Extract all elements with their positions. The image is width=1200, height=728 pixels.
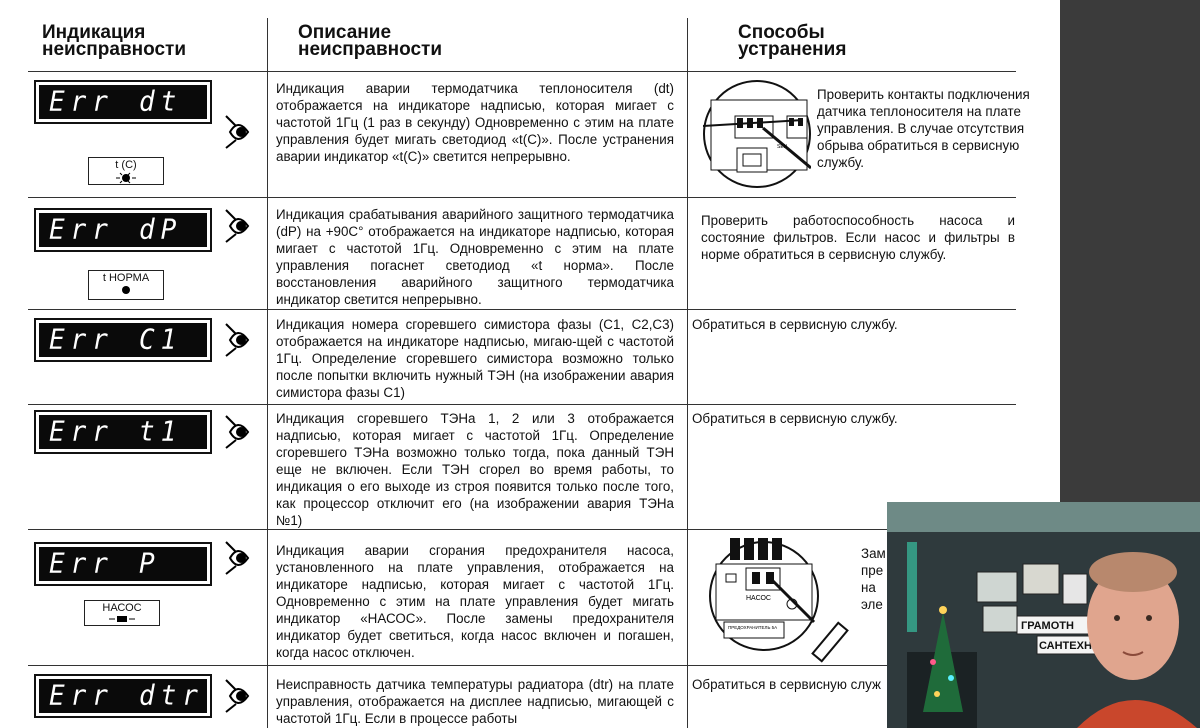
display-code: dtr: [139, 680, 204, 712]
led-icon: [120, 284, 132, 296]
diagram-label: SEN: [777, 144, 788, 150]
display-code: C1: [139, 324, 183, 356]
header-indication-line2: неисправности: [42, 39, 187, 60]
display-code-prefix: Err: [49, 214, 114, 246]
indicator-label: t НОРМА: [102, 272, 150, 284]
wall-sign: САНТЕХН: [1039, 640, 1092, 652]
error-display: [34, 318, 212, 362]
display-code-prefix: Err: [49, 548, 114, 580]
display-code-prefix: Err: [49, 680, 114, 712]
indicator-led-pump: [84, 600, 160, 626]
display-code: dt: [139, 86, 183, 118]
diagram-label: НАСОС: [746, 595, 771, 602]
eye-icon: [222, 206, 252, 246]
blinking-led-icon: [114, 171, 138, 185]
remedy-text: Проверить контакты подключения датчика теплоносителя на плате управления. В случае отсутствия обрыва обратиться в сервисную службу.: [817, 87, 1030, 170]
header-indication-line1: Индикация: [42, 22, 146, 43]
row-divider: [28, 529, 1016, 530]
header-description-line2: неисправности: [298, 39, 443, 60]
error-display: [34, 80, 212, 124]
row-divider: [28, 309, 1016, 310]
eye-icon: [222, 112, 252, 152]
webcam-overlay: [887, 502, 1200, 728]
remedy-text: Зам пре на эле: [861, 546, 886, 612]
header-remedy-line1: Способы: [738, 22, 825, 43]
display-code: P: [139, 548, 161, 580]
fault-description: Индикация аварии сгорания предохранителя насоса, установленного на плате управления, отображается на индикаторе надписью, которая мигает с частотой 1Гц. Одновременно с этим на плате управления будет мигать индикатор «НАСОС». После замены предохранителя индикатор будет светиться, когда насос включен и погашен, когда насос отключен.: [276, 543, 674, 660]
fault-description: Индикация срабатывания аварийного защитного термодатчика (dP) на +90С° отображается на индикаторе надписью, которая мигает с частотой 1Гц. Одновременно с этим на плате управления погаснет светодиод «t норма». После восстановления аварийного защитного термодатчика индикатор светится непрерывно.: [276, 207, 674, 307]
eye-icon: [222, 676, 252, 716]
column-divider: [687, 18, 688, 728]
fault-description: Неисправность датчика температуры радиатора (dtr) на плате управления, отображается на дисплее надписью, мигающей с частотой 1Гц. Если в процессе работы: [276, 677, 674, 726]
fault-description: Индикация аварии термодатчика теплоносителя (dt) отображается на индикаторе надписью, которая мигает с частотой 1Гц (1 раз в секунду) Одновременно с этим на плате управления будет мигать светодиод «t(C)». После устранения аварии индикатор «t(C)» светится непрерывно.: [276, 81, 674, 164]
header-indication: [42, 24, 186, 58]
error-display: [34, 542, 212, 586]
header-description: [298, 24, 442, 58]
indicator-led-tc: [88, 157, 164, 185]
diagram-label: ПРЕДОХРАНИТЕЛЬ 5А: [728, 625, 778, 630]
error-display: [34, 410, 212, 454]
display-code: dP: [139, 214, 183, 246]
indicator-label: t (C): [115, 159, 137, 171]
eye-icon: [222, 320, 252, 360]
row-divider: [28, 197, 1016, 198]
eye-icon: [222, 412, 252, 452]
fault-description: Индикация сгоревшего ТЭНа 1, 2 или 3 отображается надписью, которая мигает с частотой 1Гц. Определение сгоревшего ТЭНа возможно только тогда, пока данный ТЭН еще не включен. Если ТЭН сгорел во время работы, то индикация о его выходе из строя появится только после того, как процессор отключит его (на изображении авария ТЭНа №1): [276, 411, 674, 528]
remedy-text: Обратиться в сервисную службу.: [692, 317, 898, 332]
column-divider: [267, 18, 268, 728]
wall-sign: ГРАМОТН: [1021, 620, 1074, 632]
eye-icon: [222, 538, 252, 578]
remedy-text: Обратиться в сервисную служ: [692, 677, 881, 692]
fault-description: Индикация номера сгоревшего симистора фазы (С1, С2,С3) отображается на индикаторе надписью, мигаю-щей с частотой 1Гц. Определение сгоревшего симистора возможно только после попытки включить нужный ТЭН (на изображении авария симистора фазы С1): [276, 317, 674, 400]
display-code-prefix: Err: [49, 86, 114, 118]
sensor-board-diagram: [703, 78, 811, 190]
remedy-text: Проверить работоспособность насоса и состояние фильтров. Если насос и фильтры в норме обратиться в сервисную службу.: [701, 213, 1015, 262]
display-code-prefix: Err: [49, 324, 114, 356]
indicator-led-t-norm: [88, 270, 164, 300]
remedy-text: Обратиться в сервисную службу.: [692, 411, 898, 426]
pump-fuse-diagram: [706, 534, 856, 664]
row-divider: [28, 404, 1016, 405]
error-display: [34, 208, 212, 252]
row-divider: [28, 665, 1016, 666]
header-remedy: [738, 24, 846, 58]
error-display: [34, 674, 212, 718]
webcam-scene: [887, 502, 1200, 728]
indicator-label: НАСОС: [102, 602, 142, 614]
display-code-prefix: Err: [49, 416, 114, 448]
display-code: t1: [139, 416, 183, 448]
header-description-line1: Описание: [298, 22, 392, 43]
header-remedy-line2: устранения: [738, 39, 847, 60]
blinking-led-icon: [107, 614, 137, 624]
row-divider: [28, 71, 1016, 72]
